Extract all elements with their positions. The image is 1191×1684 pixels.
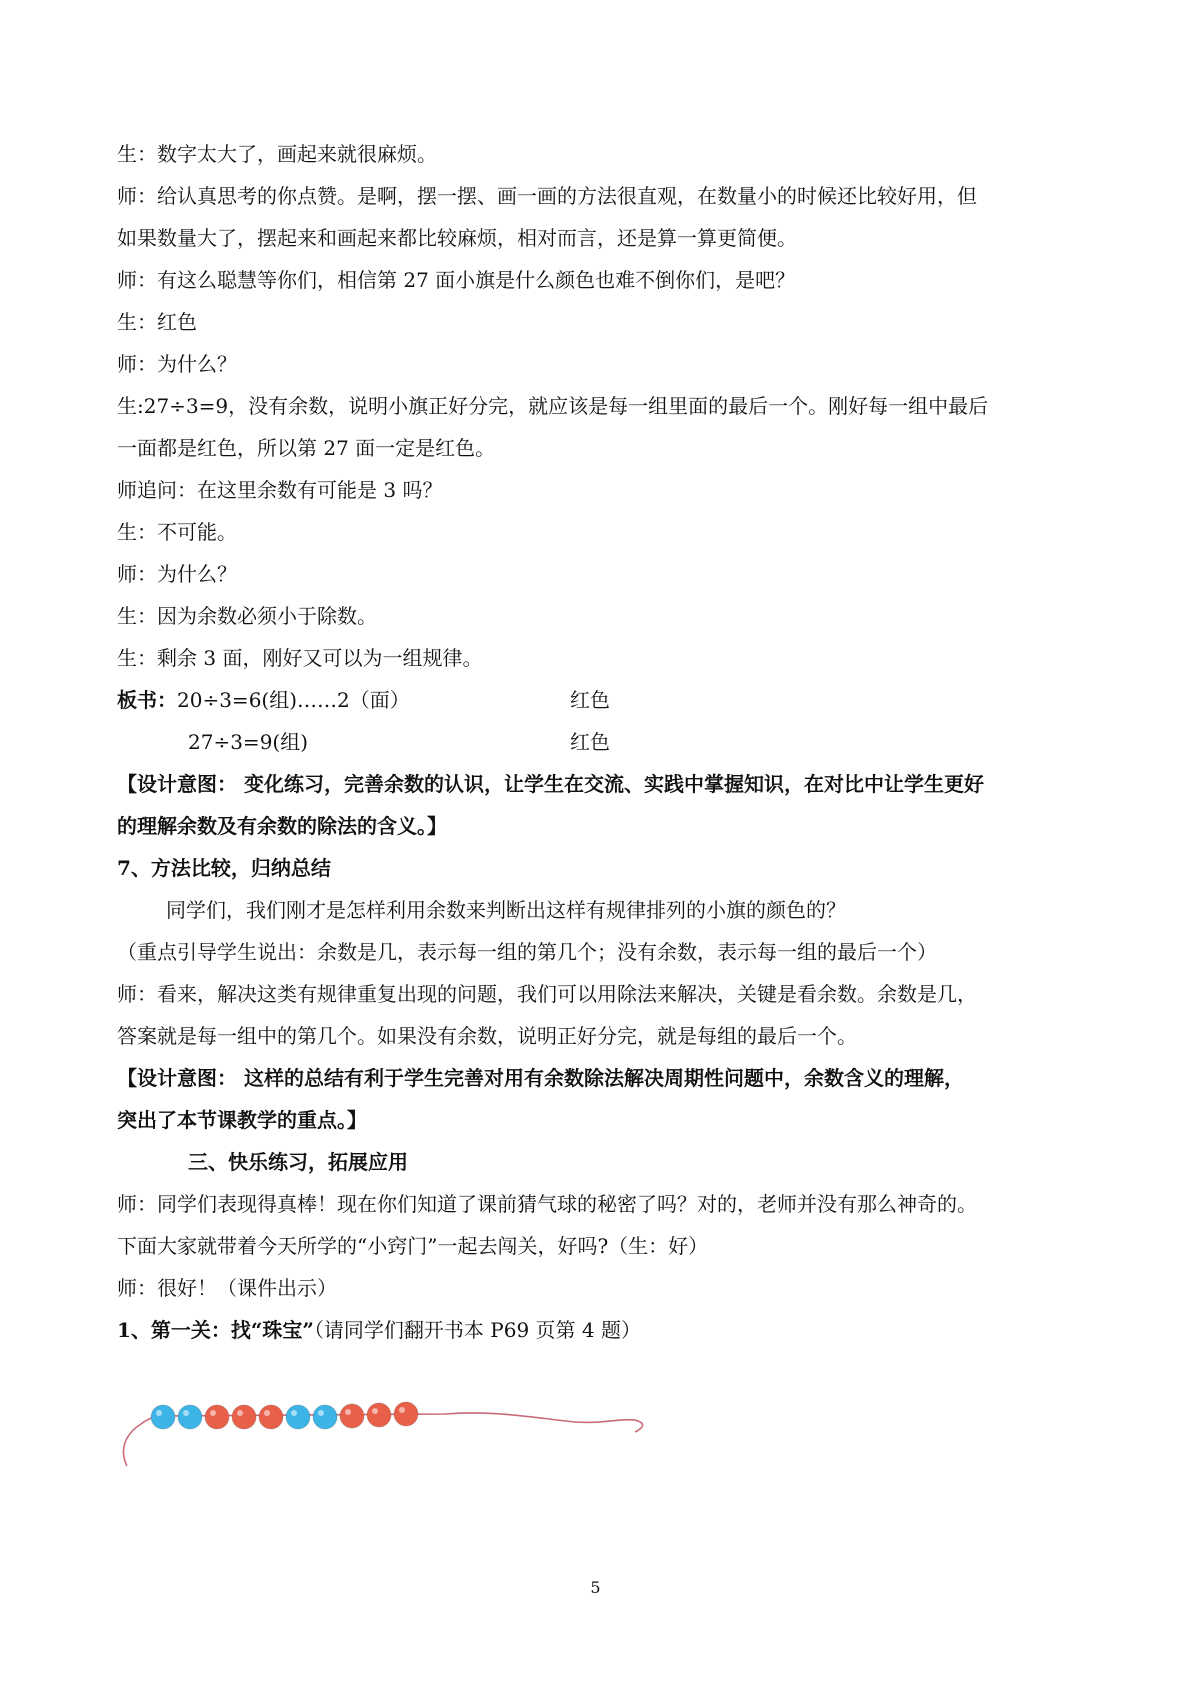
text-line: 同学们，我们刚才是怎样利用余数来判断出这样有规律排列的小旗的颜色的？ — [166, 898, 846, 922]
text-line: 师：为什么？ — [117, 562, 237, 586]
text-line: 生：剩余 3 面，刚好又可以为一组规律。 — [117, 646, 483, 670]
bead-highlight — [156, 1410, 162, 1416]
board-label: 板书： — [117, 688, 177, 712]
design-intent-2-cont: 突出了本节课教学的重点。】 — [117, 1108, 367, 1132]
board-color-1: 红色 — [570, 688, 610, 712]
bead-highlight — [318, 1410, 324, 1416]
design-intent-2: 【设计意图： 这样的总结有利于学生完善对用有余数除法解决周期性问题中，余数含义的理解， — [117, 1066, 964, 1090]
section-3-heading: 三、快乐练习，拓展应用 — [188, 1150, 408, 1174]
text-line: 师：很好！（课件出示） — [117, 1276, 337, 1300]
bead-highlight — [372, 1408, 378, 1414]
text-line: （重点引导学生说出：余数是几，表示每一组的第几个；没有余数，表示每一组的最后一个） — [117, 940, 937, 964]
board-equation-2: 27÷3=9(组) — [188, 730, 309, 754]
text-line: 生：红色 — [117, 310, 197, 334]
text-line: 师：看来，解决这类有规律重复出现的问题，我们可以用除法来解决，关键是看余数。余数是几， — [117, 982, 977, 1006]
text-line: 一面都是红色，所以第 27 面一定是红色。 — [117, 436, 496, 460]
text-line: 师：给认真思考的你点赞。是啊，摆一摆、画一画的方法很直观，在数量小的时候还比较好用，但 — [117, 184, 977, 208]
bead-highlight — [210, 1410, 216, 1416]
text-line: 师追问：在这里余数有可能是 3 吗？ — [117, 478, 443, 502]
page-number: 5 — [590, 1578, 601, 1597]
red-bead — [367, 1403, 391, 1427]
text-line: 师：有这么聪慧等你们，相信第 27 面小旗是什么颜色也难不倒你们，是吧？ — [117, 268, 796, 292]
level-1-line — [117, 1317, 1037, 1343]
text-line: 下面大家就带着今天所学的“小窍门”一起去闯关，好吗?（生：好） — [117, 1234, 709, 1258]
design-intent-1-cont: 的理解余数及有余数的除法的含义。】 — [117, 814, 447, 838]
bead-string-illustration — [115, 1390, 675, 1470]
text-line: 生：数字太大了，画起来就很麻烦。 — [117, 142, 437, 166]
text-line: 师：同学们表现得真棒！现在你们知道了课前猜气球的秘密了吗？对的，老师并没有那么神奇的。 — [117, 1192, 977, 1216]
text-line: 生:27÷3=9，没有余数，说明小旗正好分完，就应该是每一组里面的最后一个。刚好每一组中最后 — [117, 394, 989, 418]
bead-highlight — [345, 1409, 351, 1415]
text-line: 答案就是每一组中的第几个。如果没有余数，说明正好分完，就是每组的最后一个。 — [117, 1024, 857, 1048]
red-bead — [394, 1402, 418, 1426]
red-bead — [232, 1405, 256, 1429]
bead-highlight — [237, 1410, 243, 1416]
section-7-heading: 7、方法比较，归纳总结 — [117, 856, 331, 880]
red-bead — [340, 1404, 364, 1428]
text-line: 生：不可能。 — [117, 520, 237, 544]
bead-highlight — [264, 1410, 270, 1416]
blue-bead — [313, 1405, 337, 1429]
bead-highlight — [183, 1410, 189, 1416]
design-intent-1: 【设计意图： 变化练习，完善余数的认识，让学生在交流、实践中掌握知识，在对比中让学生更好 — [117, 772, 984, 796]
bead-highlight — [399, 1407, 405, 1413]
board-line-1 — [117, 687, 1037, 713]
red-bead — [205, 1405, 229, 1429]
level-1-instruction: （请同学们翻开书本 P69 页第 4 题） — [313, 1318, 641, 1342]
text-line: 师：为什么？ — [117, 352, 237, 376]
red-bead — [259, 1405, 283, 1429]
blue-bead — [178, 1405, 202, 1429]
level-1-title: 1、第一关：找“珠宝” — [117, 1318, 314, 1342]
blue-bead — [151, 1405, 175, 1429]
board-color-2: 红色 — [570, 730, 610, 754]
text-line: 如果数量大了，摆起来和画起来都比较麻烦，相对而言，还是算一算更简便。 — [117, 226, 797, 250]
bead-highlight — [291, 1410, 297, 1416]
blue-bead — [286, 1405, 310, 1429]
text-line: 生：因为余数必须小于除数。 — [117, 604, 377, 628]
board-equation-1: 20÷3=6(组)……2（面） — [177, 688, 410, 712]
